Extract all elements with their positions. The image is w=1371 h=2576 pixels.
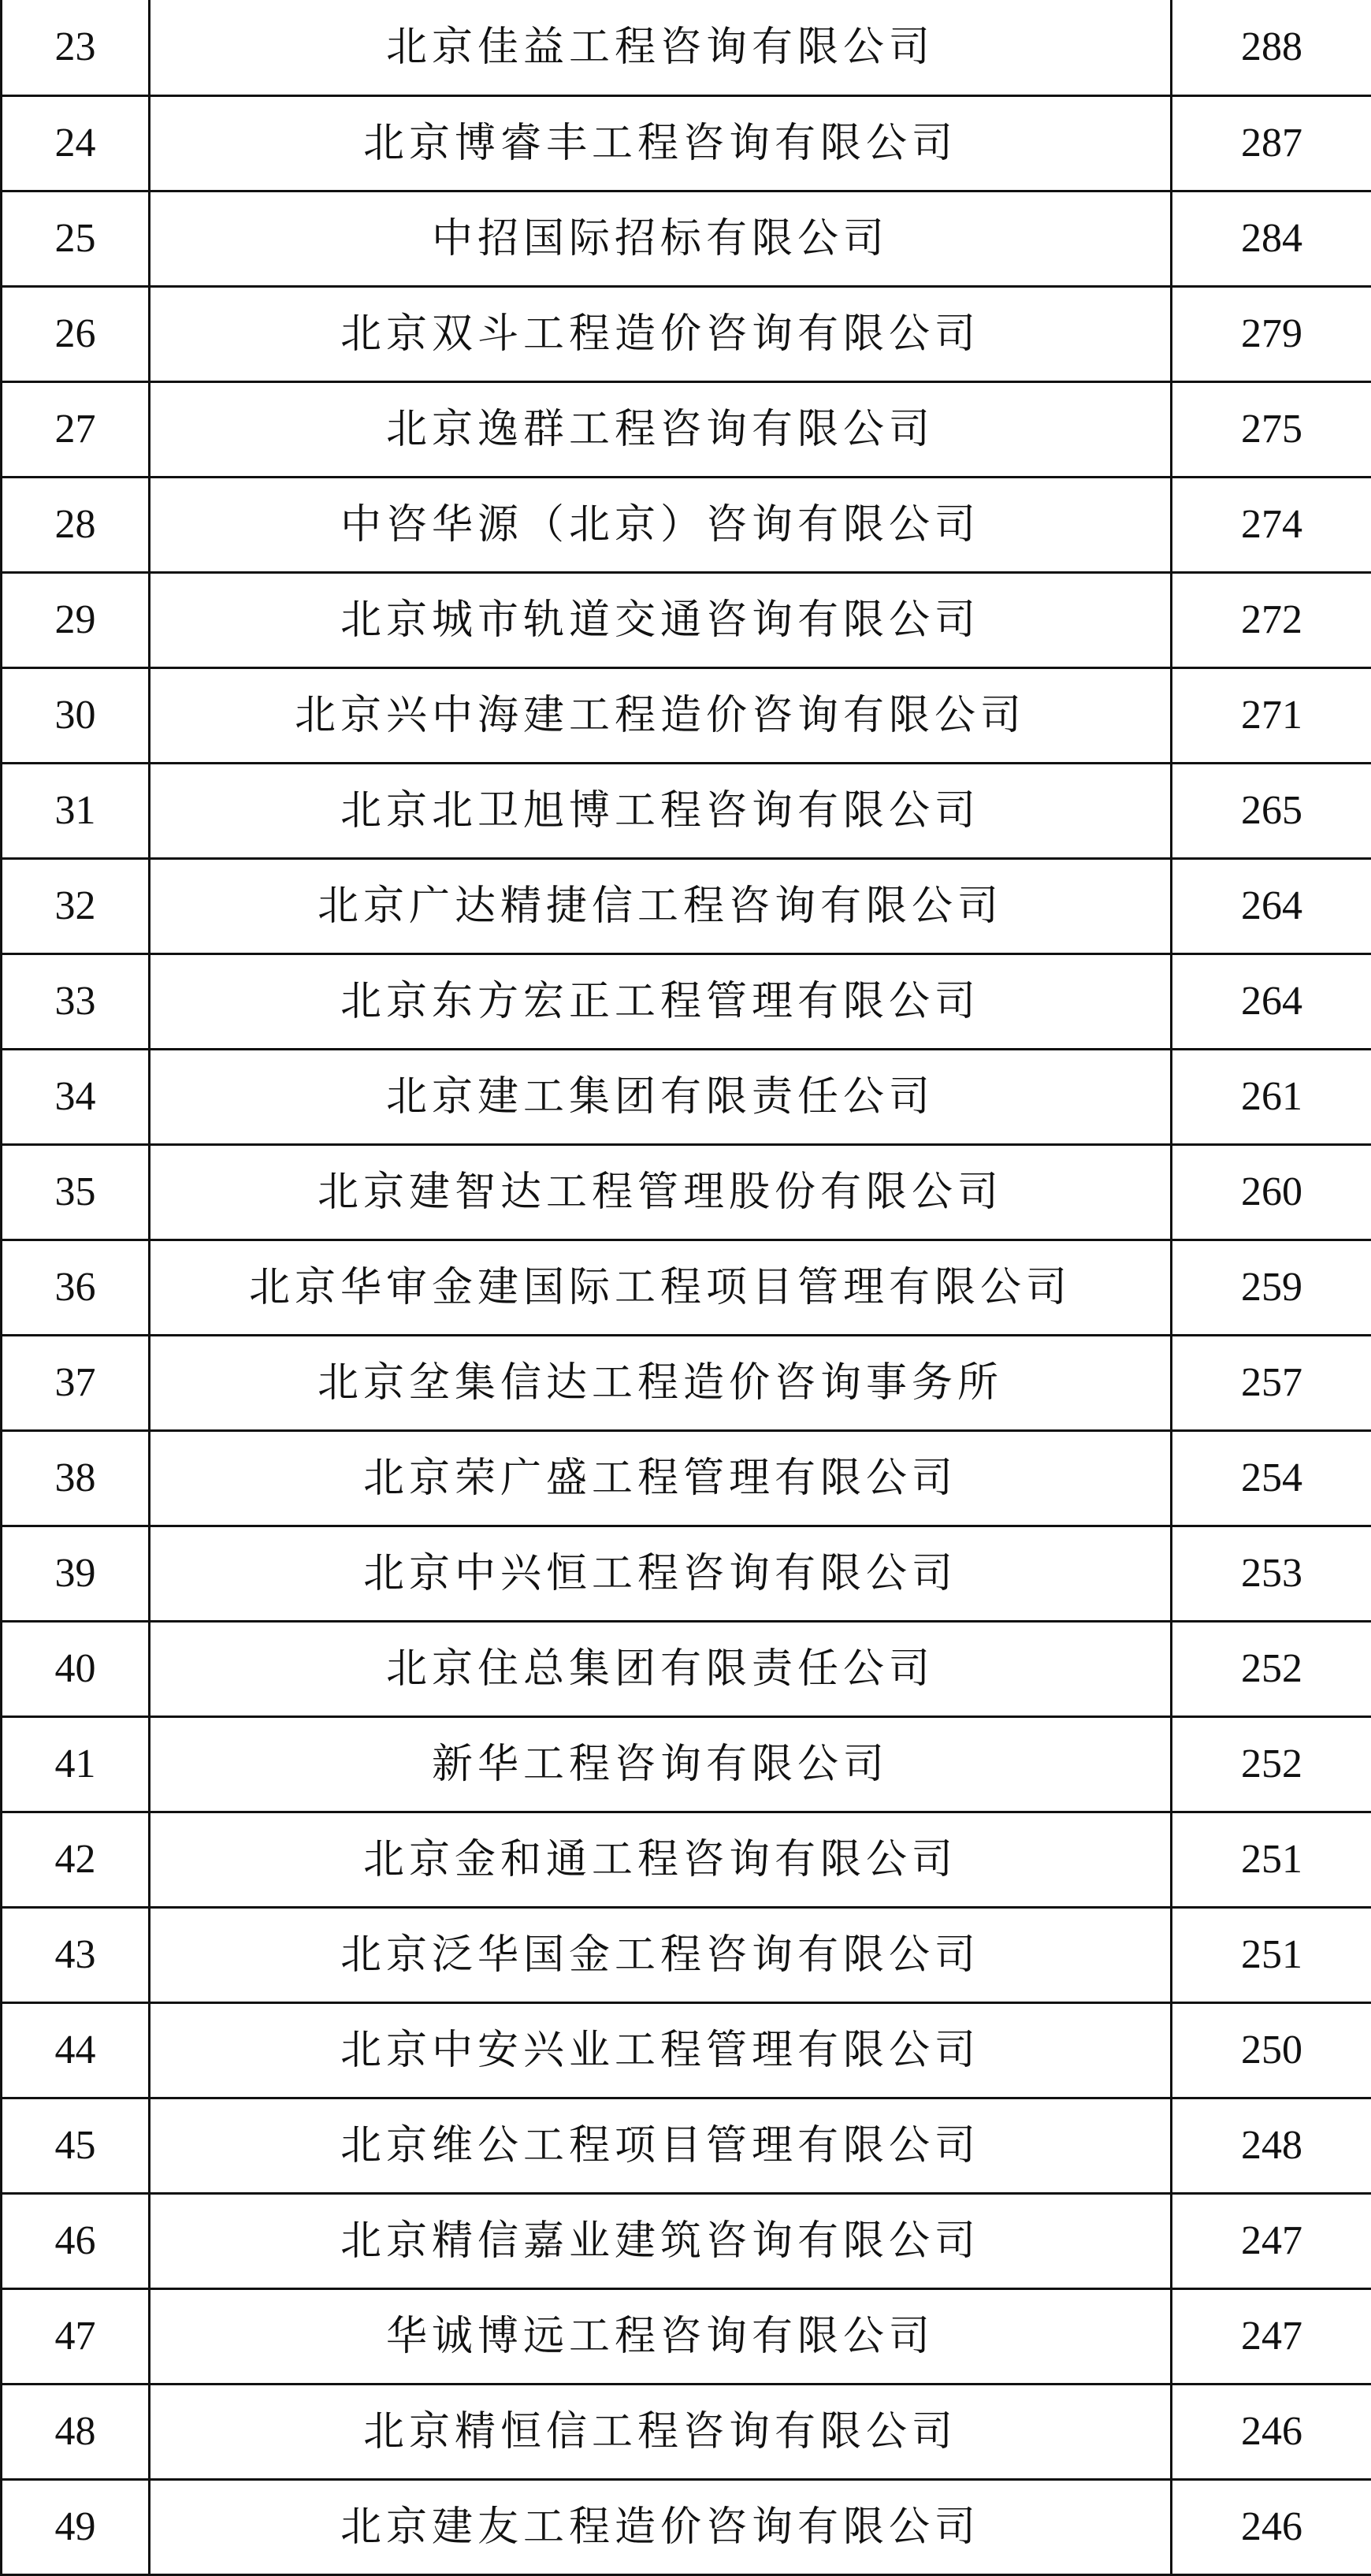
score-cell: 254 (1172, 1431, 1371, 1526)
company-name-cell: 北京中安兴业工程管理有限公司 (150, 2003, 1172, 2098)
score-cell: 251 (1172, 1812, 1371, 1908)
table-row (2, 2289, 1371, 2385)
rank-cell: 25 (2, 191, 150, 287)
score-cell: 247 (1172, 2289, 1371, 2385)
table-row (2, 2385, 1371, 2480)
rank-cell: 41 (2, 1717, 150, 1812)
rank-cell: 26 (2, 287, 150, 382)
rank-cell: 39 (2, 1526, 150, 1622)
score-cell: 279 (1172, 287, 1371, 382)
company-name-cell: 北京兴中海建工程造价咨询有限公司 (150, 668, 1172, 764)
score-cell: 265 (1172, 764, 1371, 859)
score-cell: 246 (1172, 2385, 1371, 2480)
rank-cell: 36 (2, 1240, 150, 1336)
company-name-cell: 北京双斗工程造价咨询有限公司 (150, 287, 1172, 382)
score-cell: 250 (1172, 2003, 1371, 2098)
ranking-table-body (2, 0, 1371, 2575)
table-row (2, 668, 1371, 764)
table-row (2, 1812, 1371, 1908)
table-row (2, 859, 1371, 954)
score-cell: 284 (1172, 191, 1371, 287)
company-name-cell: 北京逸群工程咨询有限公司 (150, 382, 1172, 478)
table-row (2, 2098, 1371, 2194)
rank-cell: 45 (2, 2098, 150, 2194)
table-row (2, 2480, 1371, 2575)
rank-cell: 38 (2, 1431, 150, 1526)
table-row (2, 1145, 1371, 1240)
rank-cell: 24 (2, 96, 150, 191)
rank-cell: 40 (2, 1622, 150, 1717)
score-cell: 287 (1172, 96, 1371, 191)
rank-cell: 37 (2, 1336, 150, 1431)
score-cell: 246 (1172, 2480, 1371, 2575)
company-name-cell: 北京精信嘉业建筑咨询有限公司 (150, 2194, 1172, 2289)
score-cell: 261 (1172, 1050, 1371, 1145)
table-row (2, 287, 1371, 382)
rank-cell: 32 (2, 859, 150, 954)
rank-cell: 29 (2, 573, 150, 668)
score-cell: 257 (1172, 1336, 1371, 1431)
score-cell: 264 (1172, 954, 1371, 1050)
rank-cell: 44 (2, 2003, 150, 2098)
company-name-cell: 北京东方宏正工程管理有限公司 (150, 954, 1172, 1050)
table-row (2, 382, 1371, 478)
table-row (2, 954, 1371, 1050)
rank-cell: 43 (2, 1908, 150, 2003)
table-row (2, 1717, 1371, 1812)
company-name-cell: 北京中兴恒工程咨询有限公司 (150, 1526, 1172, 1622)
rank-cell: 48 (2, 2385, 150, 2480)
score-cell: 260 (1172, 1145, 1371, 1240)
table-row (2, 1622, 1371, 1717)
table-row (2, 764, 1371, 859)
score-cell: 264 (1172, 859, 1371, 954)
company-name-cell: 北京精恒信工程咨询有限公司 (150, 2385, 1172, 2480)
rank-cell: 31 (2, 764, 150, 859)
company-name-cell: 中咨华源（北京）咨询有限公司 (150, 478, 1172, 573)
company-name-cell: 华诚博远工程咨询有限公司 (150, 2289, 1172, 2385)
score-cell: 248 (1172, 2098, 1371, 2194)
rank-cell: 30 (2, 668, 150, 764)
rank-cell: 49 (2, 2480, 150, 2575)
table-row (2, 191, 1371, 287)
table-row (2, 478, 1371, 573)
rank-cell: 28 (2, 478, 150, 573)
rank-cell: 46 (2, 2194, 150, 2289)
company-name-cell: 北京博睿丰工程咨询有限公司 (150, 96, 1172, 191)
score-cell: 251 (1172, 1908, 1371, 2003)
company-name-cell: 北京坌集信达工程造价咨询事务所 (150, 1336, 1172, 1431)
company-name-cell: 北京住总集团有限责任公司 (150, 1622, 1172, 1717)
company-name-cell: 北京城市轨道交通咨询有限公司 (150, 573, 1172, 668)
score-cell: 271 (1172, 668, 1371, 764)
table-row (2, 2194, 1371, 2289)
table-row (2, 96, 1371, 191)
table-row (2, 573, 1371, 668)
company-name-cell: 北京华审金建国际工程项目管理有限公司 (150, 1240, 1172, 1336)
table-row (2, 2003, 1371, 2098)
table-row (2, 1431, 1371, 1526)
score-cell: 252 (1172, 1717, 1371, 1812)
company-name-cell: 北京佳益工程咨询有限公司 (150, 0, 1172, 96)
score-cell: 253 (1172, 1526, 1371, 1622)
company-name-cell: 北京金和通工程咨询有限公司 (150, 1812, 1172, 1908)
score-cell: 272 (1172, 573, 1371, 668)
score-cell: 274 (1172, 478, 1371, 573)
table-row (2, 1908, 1371, 2003)
rank-cell: 27 (2, 382, 150, 478)
table-row (2, 1050, 1371, 1145)
rank-cell: 34 (2, 1050, 150, 1145)
company-name-cell: 中招国际招标有限公司 (150, 191, 1172, 287)
score-cell: 252 (1172, 1622, 1371, 1717)
table-row (2, 1336, 1371, 1431)
company-name-cell: 北京广达精捷信工程咨询有限公司 (150, 859, 1172, 954)
score-cell: 275 (1172, 382, 1371, 478)
company-name-cell: 北京荣广盛工程管理有限公司 (150, 1431, 1172, 1526)
rank-cell: 33 (2, 954, 150, 1050)
table-row (2, 1526, 1371, 1622)
company-name-cell: 北京北卫旭博工程咨询有限公司 (150, 764, 1172, 859)
score-cell: 247 (1172, 2194, 1371, 2289)
company-name-cell: 北京维公工程项目管理有限公司 (150, 2098, 1172, 2194)
company-name-cell: 北京建智达工程管理股份有限公司 (150, 1145, 1172, 1240)
table-row (2, 1240, 1371, 1336)
rank-cell: 35 (2, 1145, 150, 1240)
company-name-cell: 北京建友工程造价咨询有限公司 (150, 2480, 1172, 2575)
table-row (2, 0, 1371, 96)
rank-cell: 42 (2, 1812, 150, 1908)
company-name-cell: 北京泛华国金工程咨询有限公司 (150, 1908, 1172, 2003)
score-cell: 259 (1172, 1240, 1371, 1336)
rank-cell: 47 (2, 2289, 150, 2385)
company-name-cell: 北京建工集团有限责任公司 (150, 1050, 1172, 1145)
company-name-cell: 新华工程咨询有限公司 (150, 1717, 1172, 1812)
rank-cell: 23 (2, 0, 150, 96)
score-cell: 288 (1172, 0, 1371, 96)
